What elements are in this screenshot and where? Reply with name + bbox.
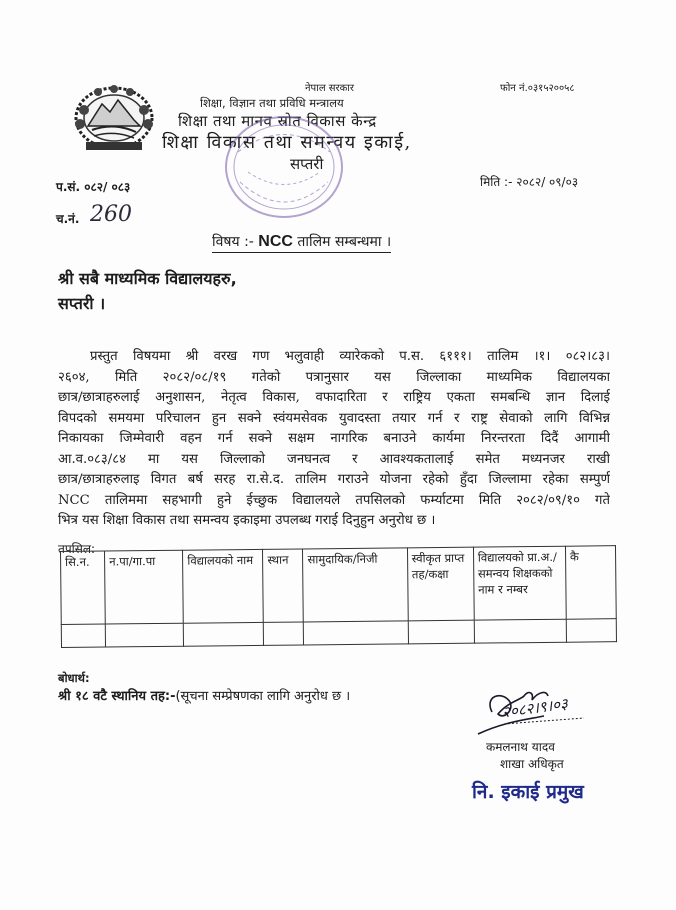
- nepal-government-emblem-icon: [64, 80, 164, 158]
- body-line: २६०४, मिति २०८२/०८/१९ गतेको पत्रानुसार यस जिल्लाका माध्यमिक विद्यालयका: [58, 369, 610, 385]
- addressee-line: सप्तरी ।: [58, 294, 106, 313]
- body-line: छात्र/छात्राहरुलाइ विगत बर्ष सरह रा.से.द. तालिम गराउने योजना रहेको हुँदा जिल्लामा रहेका सम्पुर्ण: [58, 472, 610, 487]
- table-cell: [264, 622, 304, 645]
- subject-line: [212, 232, 391, 253]
- body-line: छात्र/छात्राहरुलाई अनुशासन, नेतृत्व विकास, वफादारिता र राष्ट्रिय एकता समबन्धि ज्ञान दिलाई: [58, 390, 610, 405]
- column-header: स्थान: [263, 549, 304, 622]
- body-line: प्रस्तुत विषयमा श्री वरख गण भलुवाही व्यारेकको प.स. ६१११। तालिम ।१। ०८२।८३।: [90, 349, 610, 364]
- column-header: स्वीकृत प्राप्त तह/कक्षा: [407, 547, 474, 621]
- subject-ncc: NCC: [258, 233, 293, 250]
- column-header: कै: [565, 546, 616, 620]
- body-line: NCC तालिममा सहभागी हुने ईच्छुक विद्यालयले तपसिलको फर्म्याटमा मिति २०८२/०९/१० गते: [58, 492, 610, 508]
- office-head-title: नि. इकाई प्रमुख: [472, 781, 584, 803]
- office-round-stamp-icon: [218, 112, 350, 222]
- column-header: सामुदायिक/निजी: [303, 548, 408, 622]
- addressee-line: श्री सबै माध्यमिक विद्यालयहरु,: [58, 269, 237, 288]
- table-cell: [566, 619, 616, 643]
- cc-title: बोधार्थ:: [58, 671, 90, 685]
- body-line: विपदको समयमा परिचालन हुन सक्ने स्वंयमसेवक युवादस्ता तयार गर्न र राष्ट्र सेवाको लागि विभिन्न: [58, 410, 610, 426]
- cc-line: [58, 686, 350, 704]
- unit-name: शिक्षा विकास तथा समन्वय इकाई,: [162, 132, 412, 153]
- addressee: [58, 266, 237, 316]
- details-caption: तपसिल:: [58, 542, 96, 556]
- table-header-row: [61, 546, 617, 625]
- body-line: आ.व.०८३/८४ मा यस जिल्लाको जनघनत्व र आवश्यकतालाई समेत मध्यनजर राखी: [58, 451, 610, 467]
- ministry-name: शिक्षा, विज्ञान तथा प्रविधि मन्त्रालय: [200, 96, 344, 110]
- letter-date: मिति :- २०८२/ ०९/०३: [480, 175, 579, 189]
- column-header: विद्यालयको प्रा.अ./समन्वय शिक्षकको नाम र नम्बर: [473, 546, 566, 620]
- table-cell: [183, 622, 263, 646]
- table-cell: [304, 621, 408, 645]
- reference-number: प.सं. ०८२/ ०८३: [56, 180, 131, 194]
- government-name: नेपाल सरकार: [305, 83, 354, 94]
- center-name: शिक्षा तथा मानव स्रोत विकास केन्द्र: [178, 112, 377, 130]
- details-table: [60, 545, 617, 648]
- signed-date: २०८२।९।०३: [501, 694, 569, 722]
- letter-body: [58, 347, 610, 532]
- column-header: सि.न.: [61, 551, 106, 624]
- signatory-designation: शाखा अधिकृत: [500, 757, 564, 771]
- table-cell: [474, 619, 566, 643]
- table-cell: [105, 623, 183, 647]
- table-cell: [61, 624, 105, 647]
- cc-recipient: श्री १८ वटै स्थानिय तह:-: [58, 689, 176, 704]
- column-header: न.पा/गा.पा: [105, 550, 184, 624]
- subject-text: तालिम सम्बन्धमा ।: [292, 234, 392, 250]
- dispatch-number-handwritten: 260: [90, 202, 132, 227]
- table-row: [61, 619, 616, 648]
- dispatch-number-label: च.नं.: [56, 212, 80, 226]
- signatory-name: कमलनाथ यादव: [486, 740, 555, 754]
- phone-number: फोन नं.०३१५२००५८: [500, 83, 575, 94]
- body-line: भित्र यस शिक्षा विकास तथा समन्वय इकाइमा उपलब्ध गराई दिनुहुन अनुरोध छ ।: [58, 513, 436, 528]
- body-line: निकायका जिम्मेवारी वहन गर्न सक्ने सक्षम नागरिक बनाउने कार्यमा निरन्तरता दिदैं आगामी: [58, 431, 610, 446]
- cc-note: (सूचना सम्प्रेषणका लागि अनुरोध छ ।: [175, 689, 351, 704]
- table-cell: [408, 620, 474, 644]
- column-header: विद्यालयको नाम: [183, 549, 264, 623]
- district-name: सप्तरी: [290, 155, 324, 173]
- subject-prefix: विषय :-: [212, 234, 259, 250]
